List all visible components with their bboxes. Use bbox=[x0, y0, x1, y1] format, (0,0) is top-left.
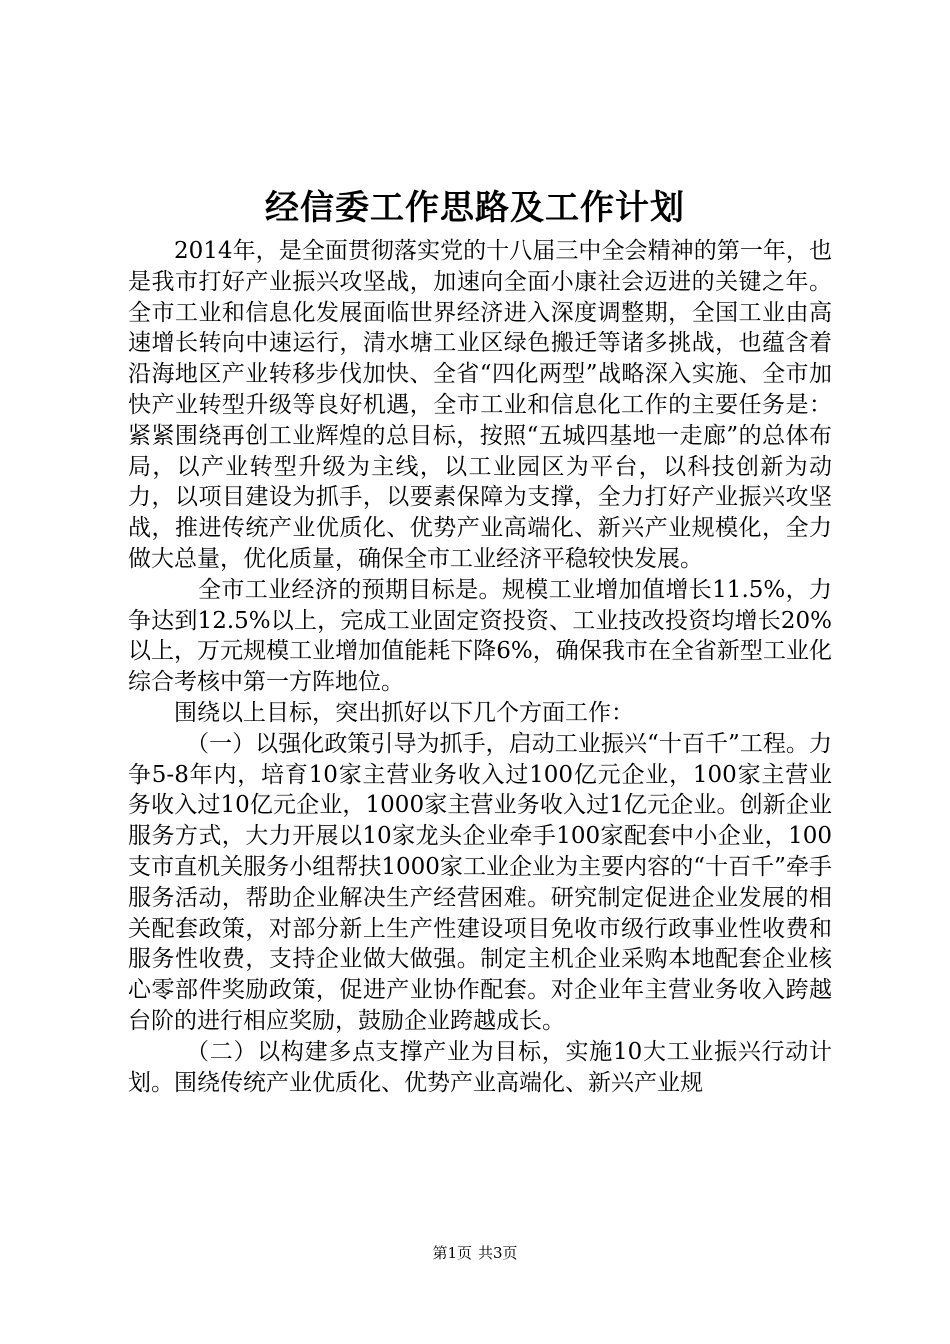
page-total: 共3页 bbox=[478, 1244, 518, 1262]
document-title: 经信委工作思路及工作计划 bbox=[265, 188, 685, 228]
document-body bbox=[128, 236, 832, 1098]
page-number: 第1页 bbox=[432, 1244, 472, 1262]
paragraph-intro: 2014年，是全面贯彻落实党的十八届三中全会精神的第一年，也是我市打好产业振兴攻坚战，加速向全面小康社会迈进的关键之年。全市工业和信息化发展面临世界经济进入深度调整期，全国工业由高速增长转向中速运行，清水塘工业区绿色搬迁等诸多挑战，也蕴含着沿海地区产业转移步伐加快、全省“四化两型”战略深入实施、全市加快产业转型升级等良好机遇，全市工业和信息化工作的主要任务是：紧紧围绕再创工业辉煌的总目标，按照“五城四基地一走廊”的总体布局，以产业转型升级为主线，以工业园区为平台，以科技创新为动力，以项目建设为抓手，以要素保障为支撑，全力打好产业振兴攻坚战，推进传统产业优质化、优势产业高端化、新兴产业规模化，全力做大总量，优化质量，确保全市工业经济平稳较快发展。 bbox=[128, 238, 832, 572]
paragraph-targets: 全市工业经济的预期目标是。规模工业增加值增长11.5%，力争达到12.5%以上，完成工业固定资投资、工业技改投资均增长20%以上，万元规模工业增加值能耗下降6%，确保我市在全省新型工业化综合考核中第一方阵地位。 bbox=[128, 576, 832, 696]
paragraph-section-one: （一）以强化政策引导为抓手，启动工业振兴“十百千”工程。力争5-8年内，培育10家主营业务收入过100亿元企业，100家主营业务收入过10亿元企业，1000家主营业务收入过1亿元企业。创新企业服务方式，大力开展以10家龙头企业牵手100家配套中小企业，100支市直机关服务小组帮扶1000家工业企业为主要内容的“十百千”牵手服务活动，帮助企业解决生产经营困难。研究制定促进企业发展的相关配套政策，对部分新上生产性建设项目免收市级行政事业性收费和服务性收费，支持企业做大做强。制定主机企业采购本地配套企业核心零部件奖励政策，促进产业协作配套。对企业年主营业务收入跨越台阶的进行相应奖励，鼓励企业跨越成长。 bbox=[128, 730, 832, 1034]
paragraph-lead-in: 围绕以上目标，突出抓好以下几个方面工作： bbox=[174, 699, 634, 726]
paragraph-section-two: （二）以构建多点支撑产业为目标，实施10大工业振兴行动计划。围绕传统产业优质化、优势产业高端化、新兴产业规 bbox=[128, 1038, 832, 1096]
page-footer bbox=[0, 1243, 950, 1263]
